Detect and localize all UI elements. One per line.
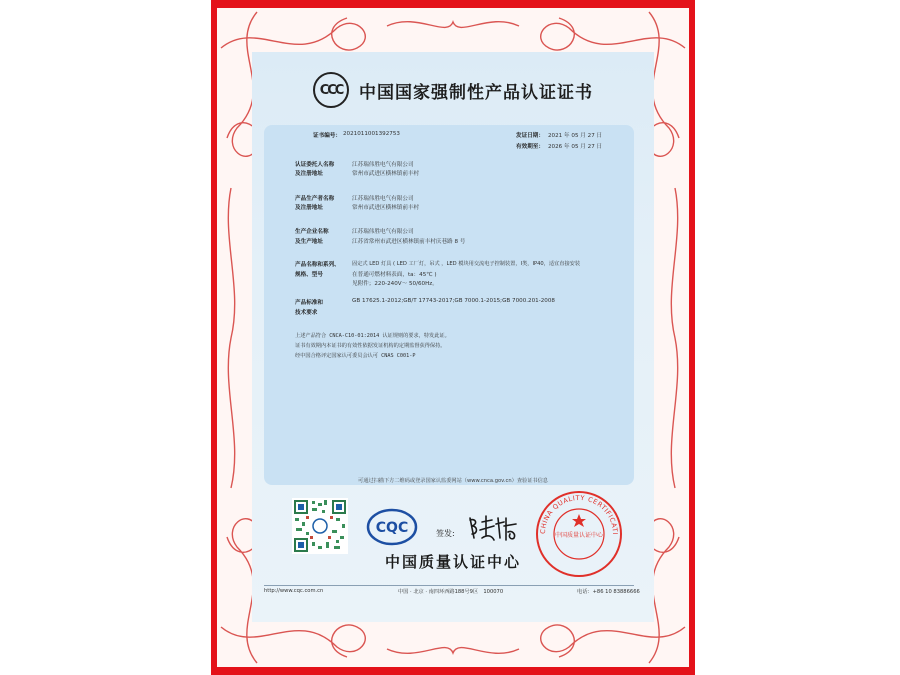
factory-address-label: 及生产地址: [295, 239, 323, 245]
expiry-date-label: 有效期至：: [516, 144, 544, 150]
expiry-date: 2026 年 05 月 27 日: [548, 144, 603, 150]
cqc-logo: [366, 508, 418, 546]
issue-date: 2021 年 05 月 27 日: [548, 133, 603, 139]
sign-label: 签发:: [436, 529, 455, 538]
certificate-title: 中国国家强制性产品认证证书: [359, 82, 593, 103]
ccc-logo: CCC: [313, 72, 349, 108]
standards-req-label: 技术要求: [295, 310, 318, 316]
number-label: 证书编号：: [313, 133, 341, 139]
manufacturer-address-label: 及注册地址: [295, 205, 323, 211]
factory-label: 生产企业名称: [295, 229, 329, 235]
qr-code[interactable]: [292, 498, 348, 554]
product-rating: 见附件；220-240V～ 50/60Hz。: [352, 281, 438, 287]
standards-label: 产品标准和: [295, 300, 323, 306]
factory-address: 江苏省常州市武进区横林镇前丰村庆巷路 8 号: [352, 239, 466, 245]
factory-name: 江苏瑞伟胜电气有限公司: [352, 229, 414, 235]
signature: [466, 512, 520, 544]
applicant-address-label: 及注册地址: [295, 171, 323, 177]
product-description: 固定式 LED 灯具 ( LED 工厂灯，吊式 ，LED 模块用交流电子控制装置，Ⅰ类，IP40，适宜直接安装: [352, 261, 581, 267]
product-label: 产品名称和系列、: [295, 262, 340, 268]
seal-chinese-text: 中国质量认证中心: [554, 532, 604, 539]
manufacturer-name: 江苏瑞伟胜电气有限公司: [352, 196, 414, 202]
certificate-header: [252, 70, 654, 110]
product-model-label: 规格、型号: [295, 272, 323, 278]
svg-text:CHINA QUALITY CERTIFICATION CE: [533, 488, 619, 535]
cqc-logo-text: CQC: [375, 520, 409, 536]
certificate-number: 2021011001392753: [343, 131, 400, 137]
note-line-3: 经中国合格评定国家认可委员会认可 CNAS C001-P: [295, 353, 416, 359]
footer-divider: [264, 585, 634, 586]
footer-website[interactable]: http://www.cqc.com.cn: [264, 588, 324, 594]
standards: GB 17625.1-2012;GB/T 17743-2017;GB 7000.1-2015;GB 7000.201-2008: [352, 298, 555, 304]
note-line-2: 证书有效期内本证书的有效性依据发证机构的定期监督获得保持。: [295, 343, 446, 349]
verify-instruction: 可通过扫描下方二维码或登录国家认监委网站（www.cnca.gov.cn）查验证书信息: [358, 478, 548, 484]
footer-phone: 电话：+86 10 83886666: [577, 589, 640, 595]
applicant-name: 江苏瑞伟胜电气有限公司: [352, 162, 414, 168]
manufacturer-address: 常州市武进区横林镇前丰村: [352, 205, 420, 211]
seal-english-text: CHINA QUALITY CERTIFICATI: [538, 493, 620, 536]
applicant-address: 常州市武进区横林镇前丰村: [352, 171, 420, 177]
note-line-1: 上述产品符合 CNCA-C10-01:2014 认证规则的要求，特发此证。: [295, 333, 450, 339]
issuer-name: 中国质量认证中心: [384, 553, 521, 571]
footer-address: 中国 · 北京 · 南四环西路188号9区 100070: [398, 589, 504, 595]
manufacturer-label: 产品生产者名称: [295, 196, 335, 202]
applicant-label: 认证委托人名称: [295, 162, 335, 168]
product-description-cont: 在普通可燃材料表面，ta：45℃ ): [352, 272, 437, 278]
issue-date-label: 发证日期：: [516, 133, 544, 139]
